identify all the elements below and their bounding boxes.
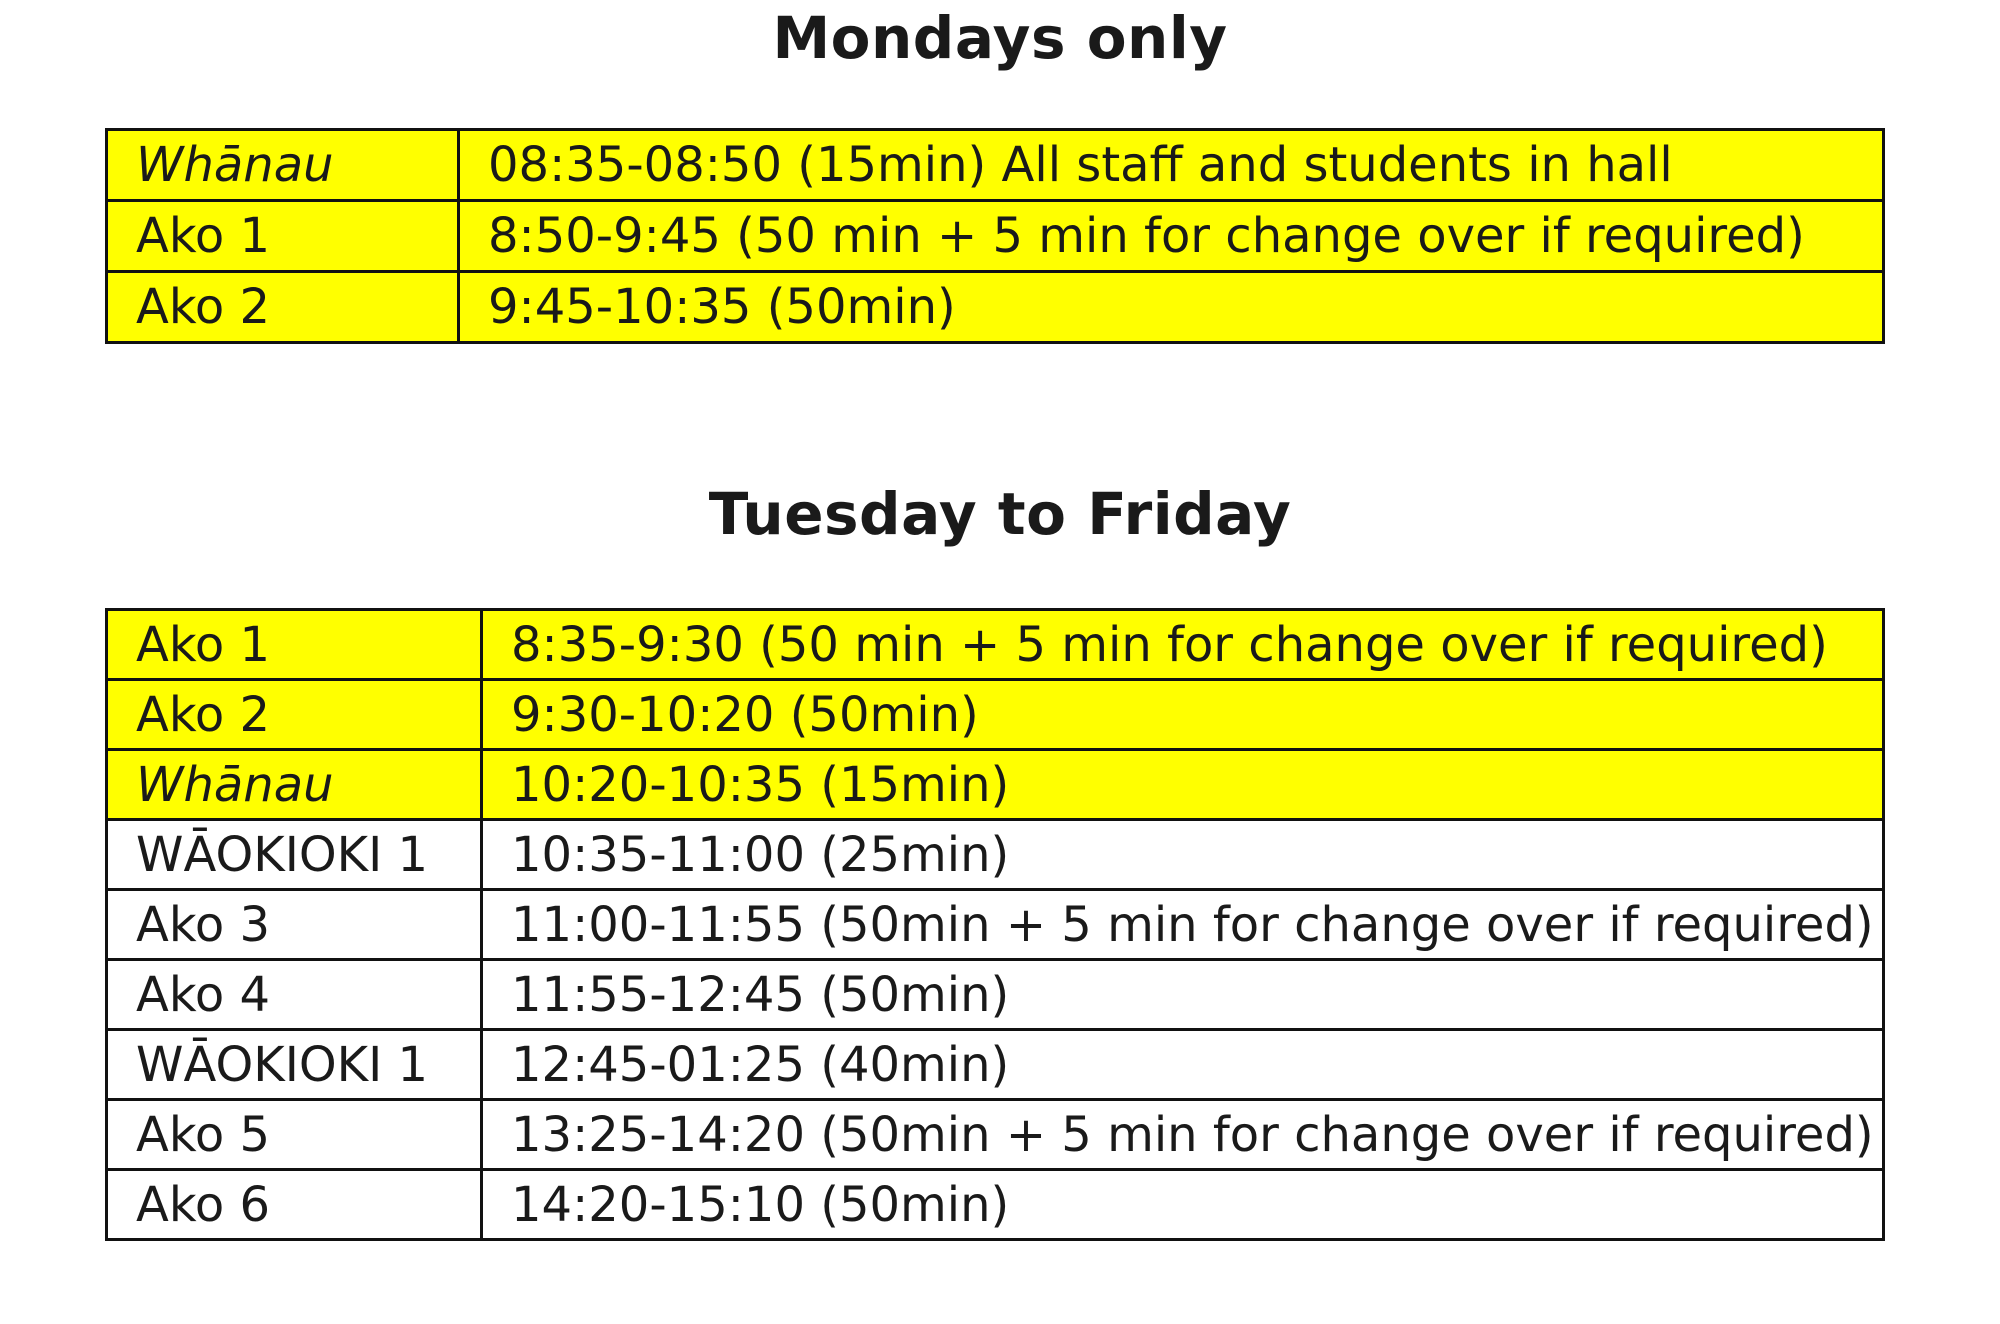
schedule-row — [107, 610, 1884, 680]
section-heading-mondays: Mondays only — [772, 4, 1228, 72]
period-label: Ako 3 — [107, 890, 482, 960]
period-time: 08:35-08:50 (15min) All staff and students in hall — [459, 130, 1884, 201]
schedule-row — [107, 1030, 1884, 1100]
schedule-row — [107, 272, 1884, 343]
schedule-row — [107, 1170, 1884, 1240]
period-label: Whānau — [107, 750, 482, 820]
period-time: 10:20-10:35 (15min) — [482, 750, 1884, 820]
period-label: Ako 2 — [107, 272, 459, 343]
period-time: 8:35-9:30 (50 min + 5 min for change over if required) — [482, 610, 1884, 680]
period-label: Ako 4 — [107, 960, 482, 1030]
period-time: 10:35-11:00 (25min) — [482, 820, 1884, 890]
schedule-row — [107, 750, 1884, 820]
section-heading-tuesday-to-friday: Tuesday to Friday — [708, 480, 1292, 548]
schedule-row — [107, 960, 1884, 1030]
schedule-row — [107, 130, 1884, 201]
period-time: 9:30-10:20 (50min) — [482, 680, 1884, 750]
period-label: Ako 5 — [107, 1100, 482, 1170]
schedule-row — [107, 201, 1884, 272]
period-label: Whānau — [107, 130, 459, 201]
period-label: Ako 1 — [107, 201, 459, 272]
period-time: 12:45-01:25 (40min) — [482, 1030, 1884, 1100]
period-label: Ako 2 — [107, 680, 482, 750]
period-time: 11:00-11:55 (50min + 5 min for change over if required) — [482, 890, 1884, 960]
schedule-row — [107, 890, 1884, 960]
tuesday-friday-schedule-table — [105, 608, 1885, 1241]
schedule-row — [107, 1100, 1884, 1170]
period-label: Ako 1 — [107, 610, 482, 680]
period-time: 11:55-12:45 (50min) — [482, 960, 1884, 1030]
monday-schedule-table — [105, 128, 1885, 344]
period-label: WĀOKIOKI 1 — [107, 1030, 482, 1100]
period-label: Ako 6 — [107, 1170, 482, 1240]
period-time: 14:20-15:10 (50min) — [482, 1170, 1884, 1240]
period-time: 9:45-10:35 (50min) — [459, 272, 1884, 343]
period-label: WĀOKIOKI 1 — [107, 820, 482, 890]
schedule-row — [107, 820, 1884, 890]
period-time: 8:50-9:45 (50 min + 5 min for change over if required) — [459, 201, 1884, 272]
period-time: 13:25-14:20 (50min + 5 min for change over if required) — [482, 1100, 1884, 1170]
schedule-row — [107, 680, 1884, 750]
